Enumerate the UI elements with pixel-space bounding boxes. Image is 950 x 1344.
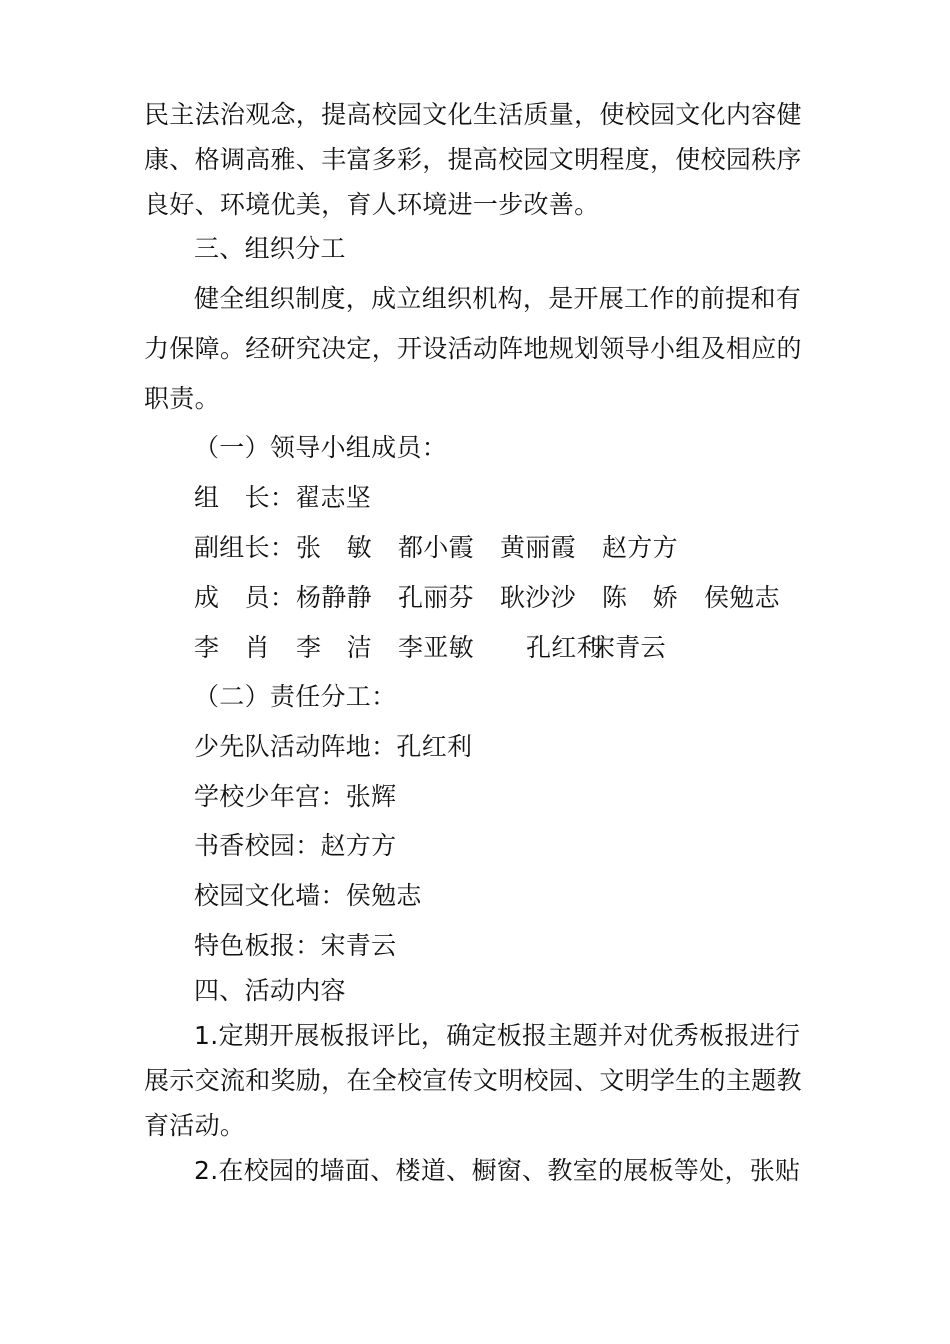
duty-item: 书香校园：赵方方 <box>194 831 397 860</box>
deputy-name-4: 赵方方 <box>602 533 678 562</box>
member-name-1: 杨静静 <box>296 583 372 612</box>
member-name-6: 李 肖 <box>194 633 270 662</box>
duty-item: 学校少年宫：张辉 <box>194 782 397 811</box>
member-name-3: 耿沙沙 <box>500 583 576 612</box>
intro-line-1: 民主法治观念，提高校园文化生活质量，使校园文化内容健 <box>144 100 802 129</box>
deputy-name-1: 张 敏 <box>296 533 372 562</box>
section-3-para-line-2: 力保障。经研究决定，开设活动阵地规划领导小组及相应的 <box>144 334 802 363</box>
section-3-para-line-3: 职责。 <box>144 384 220 413</box>
section-3-para-line-1: 健全组织制度，成立组织机构，是开展工作的前提和有 <box>194 284 802 313</box>
section-3-heading: 三、组织分工 <box>194 234 346 263</box>
deputy-label: 副组长： <box>194 533 296 562</box>
duty-item: 特色板报：宋青云 <box>194 931 397 960</box>
member-name-7: 李 洁 <box>296 633 372 662</box>
leader-label: 组 长： <box>194 483 296 512</box>
section-4-heading: 四、活动内容 <box>194 976 346 1005</box>
item-1-line-2: 展示交流和奖励，在全校宣传文明校园、文明学生的主题教 <box>144 1066 802 1095</box>
duty-item: 校园文化墙：侯勉志 <box>194 881 422 910</box>
leader-name: 翟志坚 <box>295 483 372 512</box>
item-1-line-3: 育活动。 <box>144 1111 246 1140</box>
member-name-9: 孔红利 <box>526 633 602 662</box>
member-name-8: 李亚敏 <box>398 633 474 662</box>
item-1-line-1: 1.定期开展板报评比，确定板报主题并对优秀板报进行 <box>194 1021 801 1050</box>
subsection-1-heading: （一）领导小组成员： <box>194 433 448 462</box>
member-name-10: 宋青云 <box>590 633 666 662</box>
member-name-4: 陈 娇 <box>602 583 678 612</box>
intro-line-2: 康、格调高雅、丰富多彩，提高校园文明程度，使校园秩序 <box>144 145 802 174</box>
deputy-row <box>194 532 678 564</box>
member-name-2: 孔丽芬 <box>398 583 474 612</box>
leader-row <box>194 482 371 514</box>
members-label: 成 员： <box>194 583 296 612</box>
deputy-name-3: 黄丽霞 <box>500 533 576 562</box>
deputy-name-2: 都小霞 <box>398 533 474 562</box>
subsection-2-heading: （二）责任分工： <box>194 682 397 711</box>
item-2-line-1: 2.在校园的墙面、楼道、橱窗、教室的展板等处，张贴 <box>194 1156 801 1185</box>
members-row <box>194 582 780 614</box>
intro-line-3: 良好、环境优美，育人环境进一步改善。 <box>144 190 600 219</box>
duty-item: 少先队活动阵地：孔红利 <box>194 732 473 761</box>
member-name-5: 侯勉志 <box>704 583 780 612</box>
